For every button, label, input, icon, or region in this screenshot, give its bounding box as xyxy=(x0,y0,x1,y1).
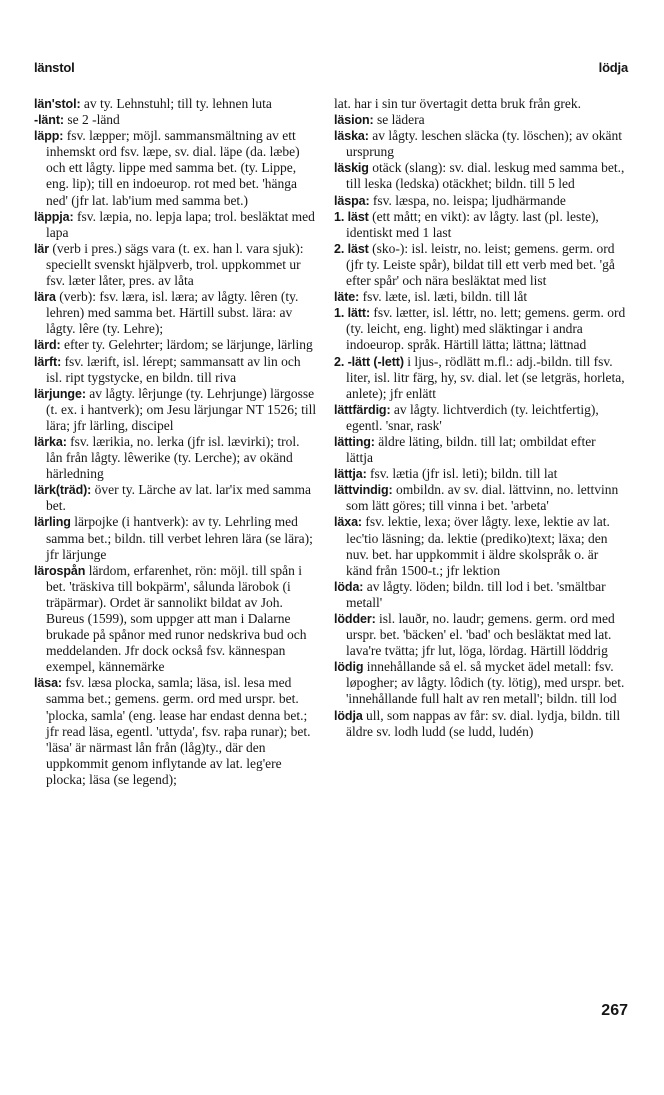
entry-headword: läpp: xyxy=(34,129,64,144)
entry-headword: 1. lätt: xyxy=(334,306,371,321)
dictionary-entry xyxy=(334,193,626,209)
dictionary-entry xyxy=(334,241,626,289)
dictionary-entry xyxy=(34,434,317,482)
entry-text: se lädera xyxy=(373,112,425,128)
entry-headword: lärk(träd): xyxy=(34,483,92,498)
dictionary-entry xyxy=(334,579,626,611)
right-column xyxy=(334,96,626,740)
entry-headword: -länt: xyxy=(34,113,64,128)
entry-text: lärpojke (i hantverk): av ty. Lehrling med samma bet.; bildn. till verbet lehren lära (se lära); jfr lärjunge xyxy=(46,514,313,562)
entry-headword: län'stol: xyxy=(34,97,81,111)
entry-headword: lärling xyxy=(34,515,71,530)
entry-headword: lärjunge: xyxy=(34,386,86,401)
dictionary-entry xyxy=(334,354,626,402)
entry-text: av ty. Lehnstuhl; till ty. lehnen luta xyxy=(80,96,272,111)
entry-headword: lärospån xyxy=(34,563,86,578)
entry-headword: lära xyxy=(34,290,56,305)
entry-headword: lärd: xyxy=(34,338,61,353)
dictionary-entry xyxy=(34,241,317,289)
entry-headword: lödig xyxy=(334,660,364,675)
entry-text: fsv. læpia, no. lepja lapa; trol. besläktat med lapa xyxy=(46,208,315,240)
dictionary-entry xyxy=(334,611,626,659)
dictionary-entry xyxy=(334,434,626,466)
entry-headword: lärka: xyxy=(34,434,67,449)
dictionary-entry xyxy=(34,386,317,434)
dictionary-entry xyxy=(34,128,317,208)
entry-text: ull, som nappas av får: sv. dial. lydja, bildn. till äldre sv. lodh ludd (se ludd, ludén) xyxy=(346,707,621,739)
dictionary-entry xyxy=(334,128,626,160)
entry-text: se 2 -länd xyxy=(63,112,120,128)
entry-text: (verb i pres.) sägs vara (t. ex. han l. vara sjuk): speciellt svenskt hjälpverb, trol. uppkommet ur fsv. læter låter, pres. av låta xyxy=(46,240,304,289)
entry-headword: lättfärdig: xyxy=(334,402,391,417)
dictionary-entry xyxy=(334,209,626,241)
entry-text: äldre läting, bildn. till lat; ombildat efter lättja xyxy=(346,433,596,466)
entry-text: ombildn. av sv. dial. lättvinn, no. lettvinn som lätt göres; till vinna i bet. 'arbeta' xyxy=(346,482,619,514)
entry-headword: 2. läst xyxy=(334,241,369,256)
entry-text: fsv. lætia (jfr isl. leti); bildn. till lat xyxy=(366,466,558,482)
dictionary-entry xyxy=(334,112,626,128)
entry-headword: läsion: xyxy=(334,113,374,128)
entry-text: (ett mått; en vikt): av lågty. last (pl. leste), identiskt med 1 last xyxy=(346,208,599,240)
entry-text: fsv. lætter, isl. léttr, no. lett; gemens. germ. ord (ty. leicht, eng. light) med släktingar i andra indoeurop. språk. Härtill lätta; lättna; lättnad xyxy=(346,305,626,353)
dictionary-entry xyxy=(334,659,626,707)
entry-text: fsv. lærift, isl. lérept; sammansatt av lin och isl. ript tygstycke, en bildn. till riva xyxy=(46,353,301,385)
dictionary-entry xyxy=(334,160,626,192)
dictionary-entry xyxy=(334,96,626,112)
entry-text: fsv. læsa plocka, samla; läsa, isl. lesa med samma bet.; gemens. germ. ord med urspr. bet. 'plocka, samla' (eng. lease har endast denna bet.; jfr read läsa, egentl. 'uttyda', fsv. raþa runar); bet. 'läsa' är närmast lån från (låg)ty., där den uppkommit genom inflytande av lat. leg'ere plocka; läsa (se legend); xyxy=(46,675,311,787)
dictionary-entry xyxy=(334,289,626,305)
entry-headword: lödder: xyxy=(334,612,376,626)
entry-text: (verb): fsv. læra, isl. læra; av lågty. lêren (ty. lehren) med samma bet. Härtill subst. lära: av lågty. lêre (ty. Lehre); xyxy=(46,289,299,337)
entry-headword: lär xyxy=(34,241,49,256)
entry-headword: läsa: xyxy=(34,676,62,691)
entry-text: lat. har i sin tur övertagit detta bruk från grek. xyxy=(334,96,582,111)
entry-headword: läte: xyxy=(334,290,360,305)
dictionary-entry xyxy=(34,112,317,128)
entry-text: isl. lauðr, no. laudr; gemens. germ. ord med urspr. bet. 'bäcken' el. 'bad' och besläktat med lat. lava're tvätta; jfr lut, löga, lördag. Härtill löddrig xyxy=(346,611,615,659)
entry-text: fsv. læte, isl. læti, bildn. till låt xyxy=(359,289,528,305)
entry-text: otäck (slang): sv. dial. leskug med samma bet., till leska (ledska) otäckhet; bildn. till 5 led xyxy=(346,160,625,192)
entry-headword: 2. -lätt (-lett) xyxy=(334,354,404,369)
dictionary-entry xyxy=(334,402,626,434)
dictionary-entry xyxy=(34,354,317,386)
entry-headword: 1. läst xyxy=(334,209,369,224)
dictionary-entry xyxy=(34,337,317,353)
entry-headword: läska: xyxy=(334,129,369,144)
entry-headword: läskig xyxy=(334,161,369,176)
dictionary-entry xyxy=(34,289,317,337)
dictionary-entry xyxy=(34,675,317,788)
entry-text: av lågty. leschen släcka (ty. löschen); av okänt ursprung xyxy=(346,128,623,160)
entry-headword: lättja: xyxy=(334,467,367,482)
dictionary-entry xyxy=(34,563,317,676)
dictionary-entry xyxy=(334,305,626,353)
dictionary-entry xyxy=(34,96,317,112)
entry-text: fsv. lærikia, no. lerka (jfr isl. lævirki); trol. lån från lågty. lêwerike (ty. Lerche); av okänd härledning xyxy=(46,433,300,482)
entry-text: av lågty. löden; bildn. till lod i bet. 'smältbar metall' xyxy=(346,578,606,610)
entry-text: (sko-): isl. leistr, no. leist; gemens. germ. ord (jfr ty. Leiste spår), bildat till ett verb med bet. 'gå efter spår' och nära besläktat med list xyxy=(346,240,615,289)
entry-headword: läppja: xyxy=(34,209,74,224)
entry-headword: lärft: xyxy=(34,354,62,369)
entry-text: av lågty. lêrjunge (ty. Lehrjunge) lärgosse (t. ex. i hantverk); om Jesu lärjungar NT 1526; till lära; jfr lärling, discipel xyxy=(46,385,317,433)
dictionary-entry xyxy=(34,209,317,241)
left-column xyxy=(34,96,317,788)
entry-headword: läxa: xyxy=(334,515,362,530)
dictionary-entry xyxy=(334,466,626,482)
entry-headword: läspa: xyxy=(334,193,370,208)
running-head-right: lödja xyxy=(598,60,628,75)
entry-text: innehållande så el. så mycket ädel metall: fsv. løpogher; av lågty. lôdich (ty. lötig), med urspr. bet. 'innehållande full halt av ren metall'; bildn. till lod xyxy=(346,659,625,707)
entry-headword: lätting: xyxy=(334,434,375,449)
entry-text: fsv. læpper; möjl. sammansmältning av ett inhemskt ord fsv. læpe, sv. dial. läpe (da. læbe) och ett lågty. lippe med samma bet. (ty. Lippe, eng. lip); till en indoeurop. rot med bet. 'hänga ned' (jfr lat. lab'ium med samma bet.) xyxy=(46,128,300,208)
dictionary-entry xyxy=(334,708,626,740)
entry-headword: löda: xyxy=(334,579,364,594)
entry-text: efter ty. Gelehrter; lärdom; se lärjunge, lärling xyxy=(60,337,313,353)
entry-text: i ljus-, rödlätt m.fl.: adj.-bildn. till fsv. liter, isl. litr färg, hy, sv. dial. let (se letgräs, horleta, anlete); jfr enlätt xyxy=(346,353,625,401)
dictionary-entry xyxy=(34,482,317,514)
entry-text: av lågty. lichtverdich (ty. leichtfertig), egentl. 'snar, rask' xyxy=(346,401,599,433)
entry-text: över ty. Lärche av lat. lar'ix med samma bet. xyxy=(46,482,311,514)
dictionary-entry xyxy=(334,514,626,578)
page-number: 267 xyxy=(601,1002,628,1019)
entry-text: lärdom, erfarenhet, rön: möjl. till spån i bet. 'träskiva till bokpärm', sålunda lärobok (i träpärmar). Ordet är sannolikt bildat av Joh. Bureus (1599), som uppger att man i Dalarne brukade på spånor med runor nedskriva bud och meddelanden. Jfr dock också fsv. kännespan exempel, kännemärke xyxy=(46,562,307,675)
dictionary-entry xyxy=(34,514,317,562)
entry-text: fsv. lektie, lexa; över lågty. lexe, lektie av lat. lec'tio läsning; da. lektie (prediko)text; läxa; den nuv. bet. har uppkommit i äldre skolspråk o. är känd från 1500-t.; jfr lektion xyxy=(346,514,610,578)
entry-headword: lödja xyxy=(334,708,363,723)
entry-text: fsv. læspa, no. leispa; ljudhärmande xyxy=(369,192,566,208)
running-head-left: länstol xyxy=(34,60,75,75)
entry-headword: lättvindig: xyxy=(334,483,393,498)
dictionary-entry xyxy=(334,482,626,514)
